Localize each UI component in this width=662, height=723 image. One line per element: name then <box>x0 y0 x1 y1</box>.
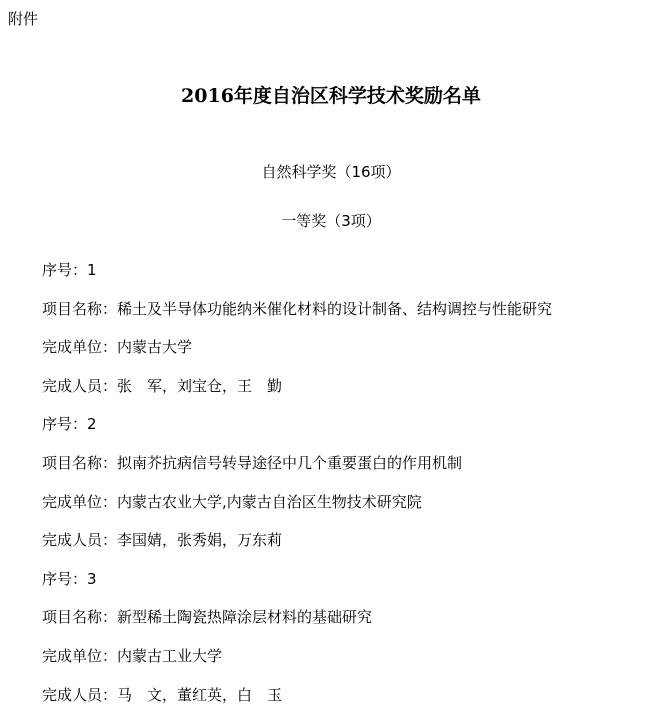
entry-unit: 完成单位：内蒙古大学 <box>42 338 193 357</box>
award-entry <box>42 414 652 568</box>
award-category-heading: 自然科学奖（16项） <box>261 163 401 181</box>
award-entry <box>42 569 652 723</box>
entry-unit: 完成单位：内蒙古农业大学,内蒙古自治区生物技术研究院 <box>42 492 422 511</box>
document-title: 2016年度自治区科学技术奖励名单 <box>181 85 481 107</box>
attachment-label: 附件 <box>8 10 39 28</box>
entry-project-name: 项目名称：稀土及半导体功能纳米催化材料的设计制备、结构调控与性能研究 <box>42 299 553 318</box>
entry-sequence: 序号：3 <box>42 569 97 588</box>
entry-project-name: 项目名称：拟南芥抗病信号转导途径中几个重要蛋白的作用机制 <box>42 453 463 472</box>
award-entry <box>42 260 652 414</box>
entry-sequence: 序号：2 <box>42 415 97 434</box>
entry-members: 完成人员：马 文，董红英，白 玉 <box>42 685 283 704</box>
award-entries-list <box>42 260 652 723</box>
entry-project-name: 项目名称：新型稀土陶瓷热障涂层材料的基础研究 <box>42 608 373 627</box>
entry-unit: 完成单位：内蒙古工业大学 <box>42 646 223 665</box>
award-level-heading: 一等奖（3项） <box>281 212 381 230</box>
entry-members: 完成人员：张 军，刘宝仓，王 勤 <box>42 376 283 395</box>
entry-members: 完成人员：李国婧，张秀娟，万东莉 <box>42 531 283 550</box>
entry-sequence: 序号：1 <box>42 261 97 279</box>
